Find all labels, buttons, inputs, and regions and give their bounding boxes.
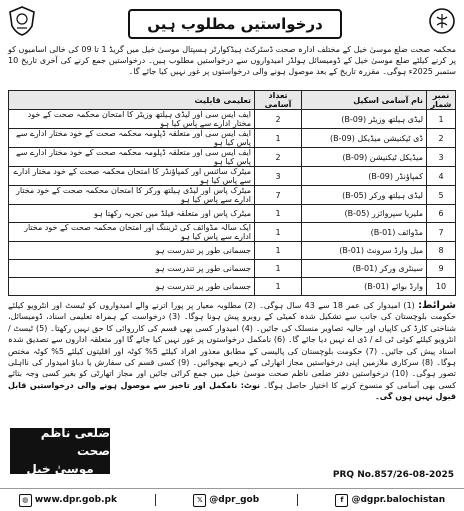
post-qualification: ایف ایس سی اور لیڈی ہیلتھ وزیٹر کا امتحان محکمہ صحت کے خود مختار ادارے سے پاس کیا ہو: [9, 110, 255, 129]
post-name: میل وارڈ سرونٹ (B-01): [302, 242, 427, 260]
facebook-icon: f: [335, 494, 348, 507]
twitter-x-icon: 𝕏: [193, 494, 206, 507]
signature-location: موسیٰ خیل: [26, 462, 94, 476]
conditions-body: (1) امیدوار کی عمر 18 سے 43 سال ہوگی۔ (2) مطلوبہ معیار پر پورا اترنے والے امیدواروں کو ٹیسٹ اور انٹرویو کیلئے حکومت بلوچستان کی جانب سے تشکیل شدہ کمیٹی کے روبرو پیش ہونا ہوگا۔ (3) درخواست کے ہمراہ تعلیمی اسناد، ڈومیسائل، شناختی کارڈ کی کاپیاں اور حالیہ تصاویر منسلک کی جائیں۔ (4) امیدوار کسی بھی قسم کی کارروائی کا حق نہیں رکھتا۔ (5) ٹیسٹ / انٹرویو کیلئے کوئی ٹی اے / ڈی اے نہیں دیا جائے گا۔ (6) نامکمل درخواستوں پر غور نہیں کیا جائے گا اور متعلقہ اداروں سے تصدیق شدہ اسناد پیش کی جائیں۔ (7) حکومت بلوچستان کی پالیسی کے مطابق معذور افراد کیلئے 5% کوٹہ اور اقلیتوں کیلئے 5% کوٹہ مختص ہوگا۔ (8) سرکاری ملازمین اپنی درخواستیں مجاز اتھارٹی کے ذریعے بھجوائیں۔ (9) کسی قسم کی سفارش یا دباؤ امیدوار کی نااہلی تصور ہوگی۔ (10) درخواستیں دفتر ضلعی ناظم صحت موسیٰ خیل میں جمع کرائی جائیں اور مجاز اتھارٹی کو بغیر کسی وجہ بتائے کسی بھی آسامی کو منسوخ کرنے کا اختیار حاصل ہوگا۔: [8, 301, 457, 390]
signature-block: [10, 428, 110, 474]
footer-twitter[interactable]: [193, 494, 259, 507]
footer-divider: [297, 494, 298, 506]
post-count: 1: [255, 205, 302, 223]
post-name: مڈوائف (B-01): [302, 223, 427, 242]
post-count: 2: [255, 110, 302, 129]
post-qualification: میٹرک پاس اور لیڈی ہیلتھ ورکر کا امتحان محکمہ صحت کے خود مختار ادارے سے پاس کیا ہو: [9, 186, 255, 205]
table-row: [9, 205, 456, 223]
twitter-handle: @dpr_gob: [209, 495, 260, 505]
post-count: 3: [255, 167, 302, 186]
conditions-note: نوٹ: نامکمل اور تاخیر سے موصول ہونے والی درخواستیں قابل قبول نہیں ہوں گی۔: [8, 380, 456, 402]
table-row: [9, 186, 456, 205]
post-count: 1: [255, 278, 302, 296]
facebook-handle: @dgpr.balochistan: [351, 495, 446, 505]
website-text: www.dpr.gob.pk: [34, 495, 117, 505]
post-qualification: میٹرک پاس اور متعلقہ فیلڈ میں تجربہ رکھتا ہو: [9, 205, 255, 223]
intro-paragraph: محکمہ صحت ضلع موسیٰ خیل کے مختلف ادارہ صحت ڈسٹرکٹ ہیڈکوارٹر ہسپتال موسیٰ خیل میں گریڈ 1 تا 09 کی خالی اسامیوں کو پر کرنے کیلئے ضلع موسیٰ خیل کے ڈومیسائل ہولڈر امیدواروں سے درخواستیں مطلوب ہیں۔ درخواستیں جمع کرنے کی آخری تاریخ 10 ستمبر 2025ء ہوگی۔ مقررہ تاریخ کے بعد موصول ہونے والی درخواستوں پر غور نہیں کیا جائے گا۔: [8, 45, 456, 76]
table-row: [9, 260, 456, 278]
conditions-section: [8, 300, 456, 403]
post-qualification: میٹرک سائنس اور کمپاؤنڈر کا امتحان محکمہ صحت کے خود مختار ادارے سے پاس کیا ہو: [9, 167, 255, 186]
column-header-number: نمبر شمار: [427, 91, 456, 110]
post-count: 2: [255, 148, 302, 167]
post-qualification: جسمانی طور پر تندرست ہو: [9, 260, 255, 278]
post-count: 1: [255, 242, 302, 260]
row-number: 4: [427, 167, 456, 186]
row-number: 5: [427, 186, 456, 205]
table-row: [9, 110, 456, 129]
row-number: 3: [427, 148, 456, 167]
row-number: 7: [427, 223, 456, 242]
post-name: وارڈ بوائے (B-01): [302, 278, 427, 296]
row-number: 10: [427, 278, 456, 296]
government-emblem-icon: [8, 6, 36, 36]
column-header-count: تعداد آسامی: [255, 91, 302, 110]
table-row: [9, 223, 456, 242]
signature-title: ضلعی ناظم صحت: [40, 426, 110, 458]
header: [8, 6, 456, 40]
table-row: [9, 148, 456, 167]
post-count: 1: [255, 129, 302, 148]
post-name: کمپاؤنڈر (B-09): [302, 167, 427, 186]
post-qualification: جسمانی طور پر تندرست ہو: [9, 242, 255, 260]
page-title: درخواستیں مطلوب ہیں: [128, 9, 342, 39]
post-qualification: جسمانی طور پر تندرست ہو: [9, 278, 255, 296]
vacancies-table: [8, 90, 456, 296]
post-name: لیڈی ہیلتھ ورکر (B-05): [302, 186, 427, 205]
post-name: ڈی ٹیکنیشن میڈیکل (B-09): [302, 129, 427, 148]
column-header-post-name: نام آسامی اسکیل: [302, 91, 427, 110]
globe-icon: ◍: [19, 494, 32, 507]
health-department-emblem-icon: [428, 6, 456, 36]
row-number: 9: [427, 260, 456, 278]
column-header-qualification: تعلیمی قابلیت: [9, 91, 255, 110]
post-name: ملیریا سپروائزر (B-05): [302, 205, 427, 223]
post-name: سینٹری ورکر (B-01): [302, 260, 427, 278]
post-qualification: ایف ایس سی اور متعلقہ ڈپلومہ محکمہ صحت کے خود مختار ادارے سے پاس کیا ہو: [9, 129, 255, 148]
table-row: [9, 129, 456, 148]
row-number: 2: [427, 129, 456, 148]
footer: [0, 488, 464, 511]
post-count: 1: [255, 260, 302, 278]
post-qualification: ایف ایس سی اور متعلقہ ڈپلومہ محکمہ صحت کے خود مختار ادارے سے پاس کیا ہو: [9, 148, 255, 167]
table-row: [9, 278, 456, 296]
footer-website[interactable]: [19, 494, 117, 507]
post-count: 1: [255, 223, 302, 242]
table-header-row: [9, 91, 456, 110]
footer-divider: [155, 494, 156, 506]
table-row: [9, 167, 456, 186]
row-number: 1: [427, 110, 456, 129]
post-count: 7: [255, 186, 302, 205]
post-name: لیڈی ہیلتھ وزیٹر (B-09): [302, 110, 427, 129]
post-name: میڈیکل ٹیکنیشن (B-09): [302, 148, 427, 167]
row-number: 8: [427, 242, 456, 260]
conditions-heading: شرائط:: [418, 300, 457, 311]
table-row: [9, 242, 456, 260]
prq-number: PRQ No.857/26-08-2025: [332, 470, 454, 480]
footer-facebook[interactable]: [335, 494, 445, 507]
post-qualification: ایک سالہ مڈوائف کی ٹریننگ اور امتحان محکمہ صحت کے خود مختار ادارے سے پاس کیا ہو: [9, 223, 255, 242]
row-number: 6: [427, 205, 456, 223]
